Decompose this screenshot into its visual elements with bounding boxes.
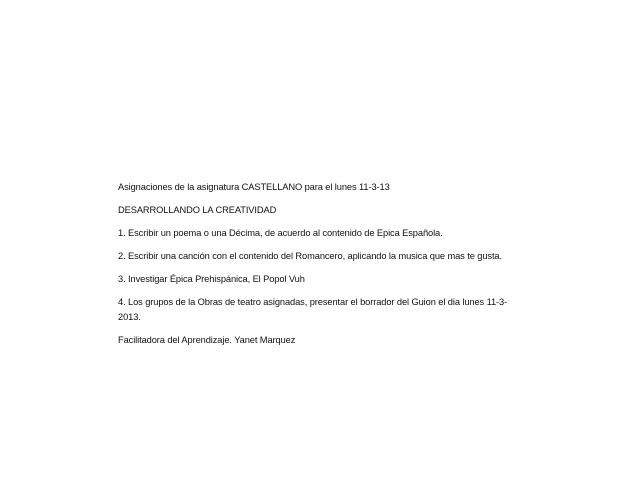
task-3: 3. Investigar Épica Prehispánica, El Popol Vuh — [118, 274, 305, 284]
task-4: 4. Los grupos de la Obras de teatro asignadas, presentar el borrador del Guion el dia lunes 11-3-2013. — [118, 297, 508, 322]
task-2: 2. Escribir una canción con el contenido del Romancero, aplicando la musica que mas te gusta. — [118, 251, 502, 261]
section-title: DESARROLLANDO LA CREATIVIDAD — [118, 205, 277, 215]
task-1: 1. Escribir un poema o una Décima, de acuerdo al contenido de Epica Española. — [118, 228, 443, 238]
facilitator-signature: Facilitadora del Aprendizaje. Yanet Marquez — [118, 335, 296, 345]
assignment-heading: Asignaciones de la asignatura CASTELLANO para el lunes 11-3-13 — [118, 182, 390, 192]
document-body — [118, 180, 516, 356]
